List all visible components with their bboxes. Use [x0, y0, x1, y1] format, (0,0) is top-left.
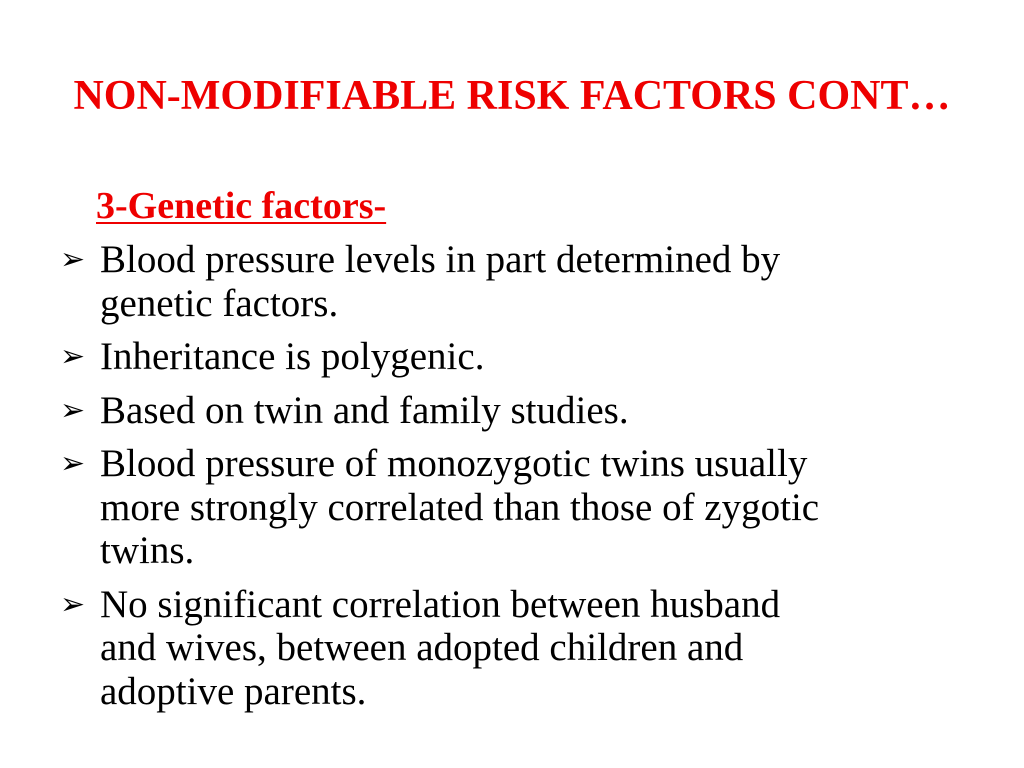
bullet-line: adoptive parents. [100, 669, 367, 713]
bullet-line: and wives, between adopted children and [100, 626, 744, 669]
bullet-line: genetic factors. [100, 281, 339, 325]
bullet-line: twins. [100, 529, 195, 572]
arrowhead-bullet-icon: ➢ [60, 392, 86, 428]
bullet-item [60, 335, 960, 379]
bullet-item [60, 583, 960, 714]
bullet-item [60, 442, 960, 573]
arrowhead-bullet-icon: ➢ [60, 242, 86, 277]
bullet-line: Inheritance is polygenic. [100, 335, 485, 378]
bullet-line: Based on twin and family studies. [100, 388, 629, 432]
bullet-item [60, 389, 960, 433]
arrowhead-bullet-icon: ➢ [60, 446, 86, 481]
bullet-line: more strongly correlated than those of zygotic [100, 485, 820, 529]
bullet-line: No significant correlation between husband [100, 582, 781, 626]
bullet-item [60, 238, 960, 325]
bullet-line: Blood pressure of monozygotic twins usually [100, 442, 808, 485]
arrowhead-bullet-icon: ➢ [60, 586, 86, 622]
section-subheading: 3-Genetic factors- [96, 185, 387, 227]
arrowhead-bullet-icon: ➢ [60, 339, 86, 374]
bullet-list [60, 238, 960, 723]
slide-title: NON-MODIFIABLE RISK FACTORS CONT… [73, 73, 951, 119]
bullet-line: Blood pressure levels in part determined by [100, 238, 781, 281]
